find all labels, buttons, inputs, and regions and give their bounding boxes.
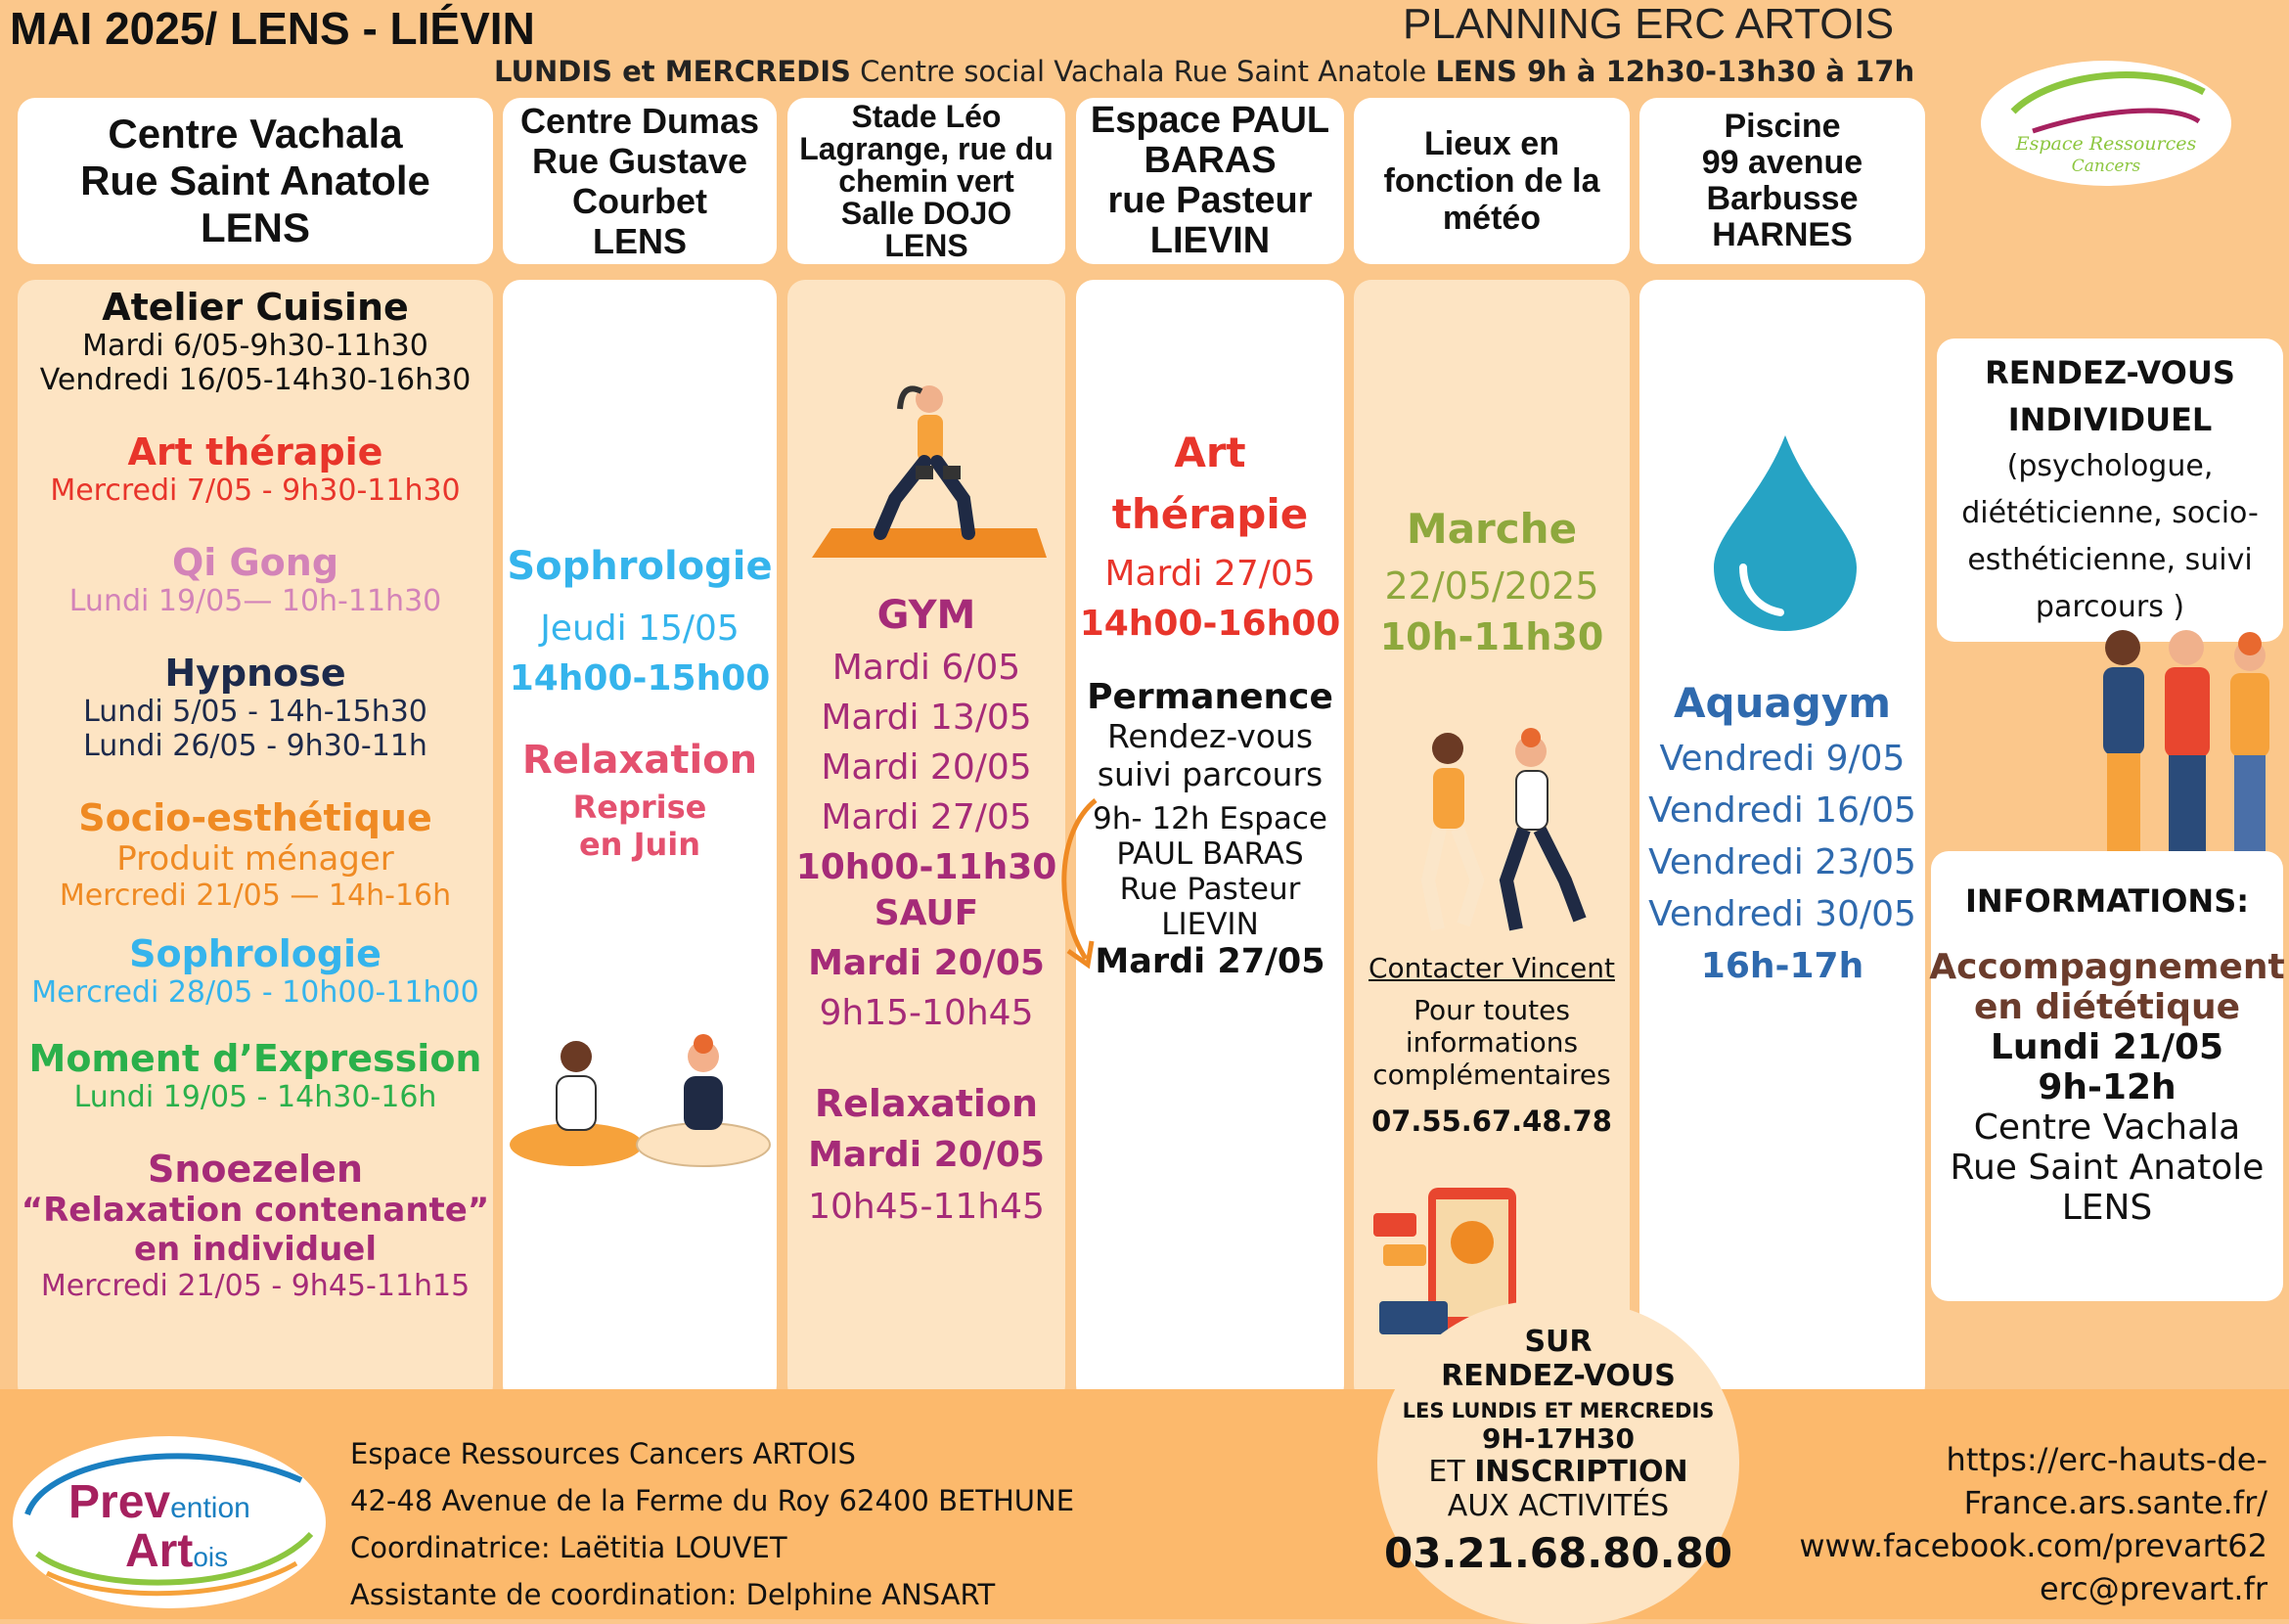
info-time: 9h-12h (2038, 1067, 2177, 1107)
art4-title: thérapie (1111, 490, 1309, 538)
rdv-title: RENDEZ-VOUS (1985, 354, 2235, 391)
col6-header (1639, 98, 1925, 264)
col1-header (18, 98, 493, 264)
col3-header-line: chemin vert (838, 162, 1014, 199)
website-link[interactable]: https://erc-hauts-de- (1946, 1441, 2267, 1478)
prevention-logo-text (125, 1524, 228, 1578)
group-people-illustration (2064, 626, 2289, 861)
contact-line: Pour toutes (1414, 994, 1570, 1026)
info-acc: en diététique (1973, 987, 2241, 1027)
col4-header-line: BARAS (1144, 140, 1277, 181)
col5-header-line: météo (1442, 200, 1542, 237)
planning-title: PLANNING ERC ARTOIS (1403, 0, 1895, 48)
subtitle-days: LUNDIS et MERCREDIS (494, 55, 851, 88)
footer-address (350, 1430, 1074, 1618)
moment-line: Lundi 19/05 - 14h30-16h (73, 1080, 437, 1114)
facebook-link[interactable]: www.facebook.com/prevart62 (1799, 1527, 2267, 1564)
art-therapie-line: Mercredi 7/05 - 9h30-11h30 (50, 474, 461, 508)
col2-body (503, 280, 777, 1403)
col6-header-line: Barbusse (1706, 180, 1859, 217)
website-link[interactable]: France.ars.sante.fr/ (1963, 1484, 2267, 1521)
qigong-line: Lundi 19/05— 10h-11h30 (68, 584, 442, 618)
aquagym-date: Vendredi 9/05 (1659, 739, 1906, 779)
info-acc: Accompagnement (1929, 947, 2285, 987)
gym-title: GYM (876, 593, 976, 638)
gym-sauf-day: Mardi 20/05 (808, 943, 1045, 983)
col5-header-line: fonction de la (1383, 162, 1600, 200)
rdv-line: esthéticienne, suivi (1967, 543, 2253, 577)
aquagym-time: 16h-17h (1700, 946, 1864, 986)
relax2-title: Relaxation (521, 738, 758, 783)
marche-date: 22/05/2025 (1384, 564, 1599, 608)
page-title: MAI 2025/ LENS - LIÉVIN (10, 3, 535, 54)
subtitle-place: Centre social Vachala Rue Saint Anatole (850, 55, 1436, 88)
col2-header (503, 98, 777, 264)
footer-street: 42-48 Avenue de la Ferme du Roy 62400 BETHUNE (350, 1484, 1075, 1517)
art4-day: Mardi 27/05 (1104, 554, 1316, 594)
info-day: Lundi 21/05 (1990, 1027, 2224, 1067)
qigong-title: Qi Gong (171, 541, 339, 584)
permanence-day: Mardi 27/05 (1095, 942, 1325, 981)
col2-header-line: Rue Gustave (531, 141, 748, 181)
logo-prev: Prev (68, 1476, 171, 1528)
col1-header-line: LENS (200, 204, 310, 250)
art4-title: Art (1174, 429, 1246, 476)
permanence-title: Permanence (1087, 677, 1333, 717)
contact-title: Contacter Vincent (1369, 952, 1615, 984)
hypnose-title: Hypnose (164, 652, 346, 695)
col2-header-line: Centre Dumas (519, 101, 760, 141)
permanence-line: LIEVIN (1161, 907, 1259, 942)
sophro2-day: Jeudi 15/05 (540, 609, 740, 649)
footer-coord-label: Coordinatrice: (350, 1531, 560, 1564)
socio-line: Mercredi 21/05 — 14h-16h (59, 879, 452, 913)
col4-header-line: LIEVIN (1149, 220, 1271, 261)
circle-line: AUX ACTIVITÉS (1447, 1489, 1670, 1523)
art-therapie-title: Art thérapie (127, 430, 383, 474)
info-line: Centre Vachala (1973, 1107, 2241, 1148)
aquagym-date: Vendredi 16/05 (1648, 790, 1916, 831)
rdv-line: diététicienne, socio- (1961, 496, 2259, 530)
footer-assistante: Assistante de coordination: Delphine ANSART (350, 1578, 996, 1611)
aquagym-date: Vendredi 23/05 (1648, 842, 1916, 882)
col3-header-line: LENS (884, 227, 968, 263)
hypnose-line: Lundi 26/05 - 9h30-11h (83, 729, 427, 763)
col5-header-line: Lieux en (1424, 125, 1559, 162)
snoezelen-line: Mercredi 21/05 - 9h45-11h15 (40, 1269, 471, 1303)
gym-date: Mardi 13/05 (821, 698, 1032, 738)
col1-header-line: Centre Vachala (108, 111, 403, 157)
cuisine-title: Atelier Cuisine (102, 286, 409, 329)
circle-inscription: INSCRIPTION (1474, 1455, 1688, 1489)
logo-ention: ention (170, 1492, 250, 1524)
relax3-title: Relaxation (814, 1082, 1039, 1125)
col2-header-line: Courbet (572, 181, 707, 221)
gym-illustration (802, 372, 1051, 567)
cuisine-line: Vendredi 16/05-14h30-16h30 (39, 363, 471, 397)
rdv-line: parcours ) (2035, 590, 2185, 624)
erc-logo (1974, 53, 2238, 190)
relax3-day: Mardi 20/05 (808, 1135, 1045, 1175)
sophro1-line: Mercredi 28/05 - 10h00-11h00 (31, 975, 479, 1010)
circle-phone: 03.21.68.80.80 (1383, 1529, 1733, 1577)
curved-arrow-icon (1047, 792, 1105, 978)
subtitle-hours: LENS 9h à 12h30-13h30 à 17h (1435, 55, 1915, 88)
erc-logo-text-2: Cancers (2071, 157, 2141, 176)
aquagym-title: Aquagym (1673, 679, 1892, 727)
contact-line: complémentaires (1372, 1059, 1611, 1091)
col4-header-line: Espace PAUL (1090, 100, 1330, 141)
marche-title: Marche (1406, 505, 1578, 553)
relax2-line: en Juin (578, 826, 701, 863)
permanence-line: Rendez-vous (1106, 717, 1314, 755)
circle-line (1428, 1455, 1687, 1489)
logo-ois: ois (193, 1542, 229, 1572)
sophro2-title: Sophrologie (507, 544, 773, 589)
rendezvous-circle (1377, 1301, 1739, 1624)
col3-header (787, 98, 1065, 264)
col1-body (18, 280, 493, 1403)
permanence-line: suivi parcours (1097, 755, 1324, 793)
col3-header-line: Stade Léo (851, 98, 1002, 134)
gym-time: 10h00-11h30 (795, 847, 1057, 887)
info-line: Rue Saint Anatole (1950, 1148, 2265, 1188)
rdv-individuel-box (1937, 338, 2283, 642)
rdv-line: (psychologue, (2006, 449, 2214, 483)
footer-org (350, 1430, 1074, 1477)
snoezelen-sub: “Relaxation contenante” (21, 1191, 490, 1230)
email-link[interactable]: erc@prevart.fr (2039, 1570, 2267, 1607)
hypnose-line: Lundi 5/05 - 14h-15h30 (83, 695, 427, 729)
socio-sub: Produit ménager (116, 839, 394, 879)
marche-time: 10h-11h30 (1379, 615, 1604, 658)
permanence-line: PAUL BARAS (1116, 836, 1304, 872)
col3-header-line: Lagrange, rue du (799, 130, 1054, 166)
col3-header-line: Salle DOJO (840, 195, 1012, 231)
footer-org-name: Espace Ressources Cancers (350, 1437, 753, 1470)
sophro1-title: Sophrologie (129, 932, 382, 975)
permanence-line: 9h- 12h Espace (1093, 801, 1327, 836)
footer-org-region: ARTOIS (752, 1437, 856, 1470)
gym-sauf-time: 9h15-10h45 (819, 993, 1034, 1033)
gym-sauf: SAUF (874, 893, 979, 933)
meditation-illustration (503, 1022, 777, 1169)
info-title: INFORMATIONS: (1964, 882, 2250, 920)
info-line: LENS (2061, 1188, 2153, 1228)
walkers-illustration (1369, 724, 1614, 949)
footer-coord-name: Laëtitia LOUVET (559, 1531, 787, 1564)
cuisine-line: Mardi 6/05-9h30-11h30 (82, 329, 428, 363)
col6-header-line: 99 avenue (1701, 144, 1863, 181)
moment-title: Moment d’Expression (28, 1037, 482, 1080)
col2-header-line: LENS (592, 221, 687, 261)
circle-line: 9H-17H30 (1482, 1422, 1635, 1455)
circle-et: ET (1428, 1455, 1475, 1489)
information-box (1931, 851, 2283, 1301)
art4-time: 14h00-16h00 (1079, 604, 1341, 644)
aquagym-date: Vendredi 30/05 (1648, 894, 1916, 934)
circle-line: LES LUNDIS ET MERCREDIS (1402, 1399, 1715, 1422)
prevention-artois-logo (8, 1426, 331, 1612)
gym-date: Mardi 27/05 (821, 797, 1032, 837)
snoezelen-sub: en individuel (133, 1230, 378, 1269)
sophro2-time: 14h00-15h00 (509, 658, 771, 699)
erc-logo-text-1: Espace Ressources (2015, 133, 2197, 155)
header-subtitle (494, 55, 1914, 88)
gym-date: Mardi 6/05 (831, 648, 1021, 688)
water-drop-icon (1702, 430, 1868, 636)
col1-header-line: Rue Saint Anatole (80, 158, 430, 203)
col6-header-line: HARNES (1712, 216, 1853, 253)
socio-title: Socio-esthétique (78, 796, 432, 839)
circle-line: RENDEZ-VOUS (1441, 1359, 1676, 1393)
circle-line: SUR (1524, 1325, 1593, 1359)
footer-coordinatrice (350, 1524, 1074, 1571)
relax2-line: Reprise (572, 789, 707, 826)
rdv-title: INDIVIDUEL (2007, 401, 2213, 438)
col6-header-line: Piscine (1724, 108, 1841, 145)
logo-art: Art (125, 1525, 194, 1577)
gym-date: Mardi 20/05 (821, 747, 1032, 788)
col4-header (1076, 98, 1344, 264)
col4-body (1076, 280, 1344, 1403)
prevention-logo-text (68, 1475, 250, 1529)
relax3-time: 10h45-11h45 (808, 1187, 1045, 1227)
col5-header (1354, 98, 1630, 264)
contact-line: informations (1405, 1026, 1579, 1059)
footer-links (1799, 1438, 2267, 1610)
snoezelen-title: Snoezelen (147, 1148, 364, 1191)
permanence-line: Rue Pasteur (1119, 872, 1301, 907)
contact-phone: 07.55.67.48.78 (1371, 1105, 1612, 1138)
col4-header-line: rue Pasteur (1107, 180, 1313, 221)
